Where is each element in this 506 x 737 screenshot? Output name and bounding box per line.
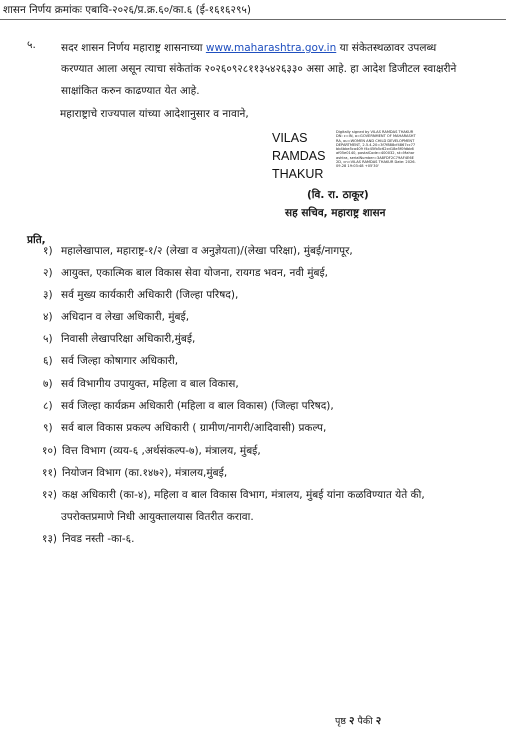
page-footer [335,714,381,728]
recipient-number: ३) [43,289,53,301]
footer-prefix: पृष्ठ [335,716,346,727]
recipient-number: १३) [42,533,58,545]
recipient-text: महालेखापाल, महाराष्ट्र-१/२ (लेखा व अनुज्ञेयता)/(लेखा परिक्षा), मुंबई/नागपूर, [61,245,353,257]
footer-total-pages: २ [375,715,382,727]
paragraph-number: ५. [27,39,36,51]
recipient-number: ७) [43,378,53,390]
paragraph-line-3: साक्षांकित करुन काढण्यात येत आहे. [61,85,200,97]
signer-first-name: VILAS [272,131,308,145]
recipient-text: सर्व बाल विकास प्रकल्प अधिकारी ( ग्रामीण/नागरी/आदिवासी) प्रकल्प, [61,422,327,434]
recipient-number: २) [43,267,53,279]
recipient-text: नियोजन विभाग (का.१४७२), मंत्रालय,मुंबई, [62,467,228,479]
recipient-number: १०) [42,445,58,457]
recipients-heading: प्रति, [27,234,46,246]
signer-last-name: THAKUR [272,167,324,181]
recipient-text: अधिदान व लेखा अधिकारी, मुंबई, [61,311,190,323]
signer-designation: सह सचिव, महाराष्ट्र शासन [285,207,386,219]
paragraph-line-1 [61,38,436,58]
recipient-number: ५) [43,333,53,345]
recipient-number: १२) [42,489,58,501]
recipient-number: ११) [42,467,58,479]
recipient-text-continued: उपरोक्तप्रमाणे निधी आयुक्तालयास वितरीत करावा. [61,511,254,523]
recipient-text: सर्व विभागीय उपायुक्त, महिला व बाल विकास, [61,378,239,390]
recipient-text: सर्व मुख्य कार्यकारी अधिकारी (जिल्हा परिषद), [61,289,239,301]
digital-signature-details: Digitally signed by VILAS RAMDAS THAKUR DN: c=IN, o=GOVERNMENT OF MAHARASHTRA, ou=WOMEN AND CHILD DEVELOPMENT DEPARTMENT, 2.5.4.20=3f7f888cf4867cc77bb4bbe5ca409 f4c45fb5c62cd18e5f0fdbb6af05e0140, postalCode=400032, st=Maharashtra, serialNumber=3A8FDF2C79AF4E6E2D, cn=VILAS RAMDAS THAKUR Date: 2026.09.28 19:03:48 +05'30' [336,130,416,169]
recipient-number: १) [43,245,53,257]
recipient-text: वित्त विभाग (व्यय-६ ,अर्थसंकल्प-७), मंत्रालय, मुंबई, [62,445,261,457]
recipient-text: आयुक्त, एकात्मिक बाल विकास सेवा योजना, रायगड भवन, नवी मुंबई, [61,267,328,279]
recipient-number: ६) [43,355,53,367]
recipient-text: सर्व जिल्हा कोषागार अधिकारी, [61,355,179,367]
recipient-text: निवासी लेखापरिक्षा अधिकारी,मुंबई, [61,333,196,345]
website-link[interactable]: www.maharashtra.gov.in [205,42,337,54]
recipient-number: ८) [43,400,53,412]
paragraph-line-1-after: या संकेतस्थळावर उपलब्ध [339,42,437,54]
order-line: महाराष्ट्राचे राज्यपाल यांच्या आदेशानुसार व नावाने, [60,108,249,120]
page-header: शासन निर्णय क्रमांकः एबावि-२०२६/प्र.क्र.६०/का.६ (ई-१६१६२९५) [3,4,251,16]
recipient-text: निवड नस्ती -का-६. [62,533,135,545]
paragraph-line-1-before: सदर शासन निर्णय महाराष्ट्र शासनाच्या [61,42,203,54]
recipient-text: कक्ष अधिकारी (का-४), महिला व बाल विकास विभाग, मंत्रालय, मुंबई यांना कळविण्यात येते की, [62,489,425,501]
recipient-number: ४) [43,311,53,323]
recipient-number: ९) [43,422,53,434]
header-rule [0,19,506,20]
signer-middle-name: RAMDAS [272,149,326,163]
footer-middle: पैकी [357,716,373,727]
recipient-text: सर्व जिल्हा कार्यक्रम अधिकारी (महिला व बाल विकास) (जिल्हा परिषद), [61,400,334,412]
footer-current-page: २ [349,715,355,727]
paragraph-line-2: करण्यात आला असून त्याचा संकेतांक २०२६०९२८११३५४२६३३० असा आहे. हा आदेश डिजीटल स्वाक्षरीने [61,63,457,75]
signer-initials: (वि. रा. ठाकूर) [307,189,369,201]
